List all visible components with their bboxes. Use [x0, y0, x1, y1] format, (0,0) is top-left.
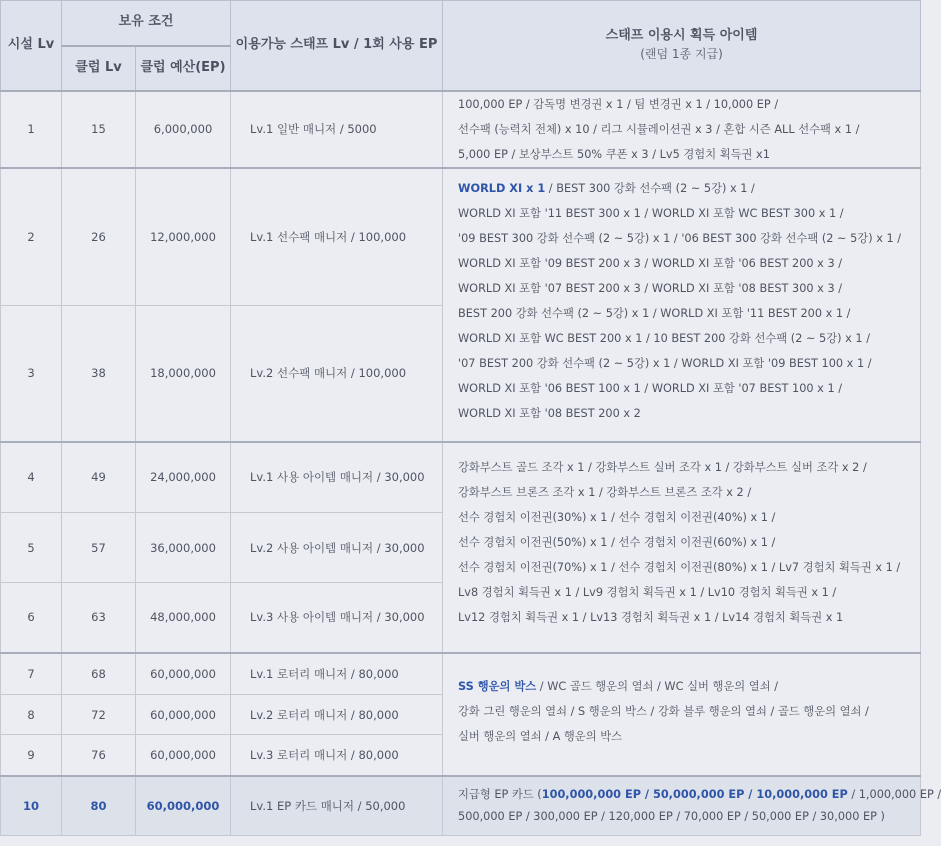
club-lv-cell: 38: [62, 306, 136, 442]
items-cell: [443, 91, 921, 168]
item-highlight: SS 행운의 박스: [458, 679, 537, 693]
facility-lv-cell: 3: [1, 306, 62, 442]
item-line: Lv12 경험치 획득권 x 1 / Lv13 경험치 획득권 x 1 / Lv14 경험치 획득권 x 1: [458, 610, 844, 624]
item-line: 강화 그린 행운의 열쇠 / S 행운의 박스 / 강화 블루 행운의 열쇠 / 골드 행운의 열쇠 /: [458, 704, 869, 718]
header-club-lv: 클럽 Lv: [62, 46, 136, 91]
item-line: 선수팩 (능력치 전체) x 10 / 리그 시뮬레이션권 x 3 / 혼합 시즌 ALL 선수팩 x 1 /: [458, 122, 860, 136]
item-line: BEST 200 강화 선수팩 (2 ~ 5강) x 1 / WORLD XI 포함 '11 BEST 200 x 1 /: [458, 306, 851, 320]
item-line: 100,000 EP / 감독명 변경권 x 1 / 팀 변경권 x 1 / 10,000 EP /: [458, 97, 779, 111]
staff-cell: Lv.1 EP 카드 매니저 / 50,000: [231, 776, 443, 836]
staff-cell: Lv.1 선수팩 매니저 / 100,000: [231, 168, 443, 306]
table-row: [1, 653, 921, 695]
table-row: [1, 91, 921, 168]
club-lv-cell: 26: [62, 168, 136, 306]
budget-cell: 60,000,000: [136, 735, 231, 776]
budget-cell: 36,000,000: [136, 513, 231, 583]
table-row: [1, 168, 921, 306]
staff-cell: Lv.2 선수팩 매니저 / 100,000: [231, 306, 443, 442]
staff-cell: Lv.1 일반 매니저 / 5000: [231, 91, 443, 168]
staff-cell: Lv.1 로터리 매니저 / 80,000: [231, 653, 443, 695]
items-cell: [443, 653, 921, 776]
item-line: 실버 행운의 열쇠 / A 행운의 박스: [458, 729, 623, 743]
item-line: 5,000 EP / 보상부스트 50% 쿠폰 x 3 / Lv5 경험치 획득권 x1: [458, 147, 770, 161]
facility-lv-cell: 7: [1, 653, 62, 695]
facility-lv-cell: 1: [1, 91, 62, 168]
budget-cell: 48,000,000: [136, 583, 231, 653]
table-row: [1, 442, 921, 513]
budget-cell: 60,000,000: [136, 695, 231, 735]
item-line: 지급형 EP 카드 (100,000,000 EP / 50,000,000 EP / 10,000,000 EP / 1,000,000 EP /: [458, 787, 941, 801]
header-items: [443, 1, 921, 91]
item-line: 강화부스트 골드 조각 x 1 / 강화부스트 실버 조각 x 1 / 강화부스트 실버 조각 x 2 /: [458, 460, 867, 474]
club-lv-cell: 15: [62, 91, 136, 168]
staff-cell: Lv.2 로터리 매니저 / 80,000: [231, 695, 443, 735]
club-lv-cell: 57: [62, 513, 136, 583]
facility-lv-cell: 5: [1, 513, 62, 583]
item-line: WORLD XI 포함 '07 BEST 200 x 3 / WORLD XI 포함 '08 BEST 300 x 3 /: [458, 281, 843, 295]
item-line: WORLD XI 포함 '09 BEST 200 x 3 / WORLD XI 포함 '06 BEST 200 x 3 /: [458, 256, 843, 270]
club-lv-cell: 80: [62, 776, 136, 836]
staff-cell: Lv.3 사용 아이템 매니저 / 30,000: [231, 583, 443, 653]
staff-cell: Lv.2 사용 아이템 매니저 / 30,000: [231, 513, 443, 583]
items-cell: [443, 168, 921, 442]
budget-cell: 60,000,000: [136, 653, 231, 695]
item-highlight: WORLD XI x 1: [458, 181, 546, 195]
header-club-budget: 클럽 예산(EP): [136, 46, 231, 91]
item-line: WORLD XI 포함 '06 BEST 100 x 1 / WORLD XI 포함 '07 BEST 100 x 1 /: [458, 381, 843, 395]
item-line: WORLD XI 포함 '08 BEST 200 x 2: [458, 406, 641, 420]
items-cell: [443, 442, 921, 653]
item-line: '09 BEST 300 강화 선수팩 (2 ~ 5강) x 1 / '06 BEST 300 강화 선수팩 (2 ~ 5강) x 1 /: [458, 231, 902, 245]
item-line: 500,000 EP / 300,000 EP / 120,000 EP / 70,000 EP / 50,000 EP / 30,000 EP ): [458, 809, 885, 823]
club-lv-cell: 49: [62, 442, 136, 513]
club-lv-cell: 68: [62, 653, 136, 695]
item-line: WORLD XI 포함 '11 BEST 300 x 1 / WORLD XI 포함 WC BEST 300 x 1 /: [458, 206, 844, 220]
item-line: WORLD XI x 1 / BEST 300 강화 선수팩 (2 ~ 5강) x 1 /: [458, 181, 755, 195]
facility-lv-cell: 9: [1, 735, 62, 776]
item-line: 선수 경험치 이전권(70%) x 1 / 선수 경험치 이전권(80%) x 1 / Lv7 경험치 획득권 x 1 /: [458, 560, 901, 574]
header-staff: 이용가능 스태프 Lv / 1회 사용 EP: [231, 1, 443, 91]
item-line: '07 BEST 200 강화 선수팩 (2 ~ 5강) x 1 / WORLD XI 포함 '09 BEST 100 x 1 /: [458, 356, 872, 370]
item-highlight: 100,000,000 EP / 50,000,000 EP / 10,000,000 EP: [541, 787, 848, 801]
item-line: SS 행운의 박스 / WC 골드 행운의 열쇠 / WC 실버 행운의 열쇠 /: [458, 679, 779, 693]
budget-cell: 60,000,000: [136, 776, 231, 836]
header-items-title: 스태프 이용시 획득 아이템: [605, 28, 758, 44]
facility-lv-cell: 4: [1, 442, 62, 513]
budget-cell: 12,000,000: [136, 168, 231, 306]
club-lv-cell: 72: [62, 695, 136, 735]
facility-lv-cell: 6: [1, 583, 62, 653]
item-line: 강화부스트 브론즈 조각 x 1 / 강화부스트 브론즈 조각 x 2 /: [458, 485, 752, 499]
table-row: [1, 776, 921, 836]
header-ownership: 보유 조건: [62, 1, 231, 46]
item-line: WORLD XI 포함 WC BEST 200 x 1 / 10 BEST 200 강화 선수팩 (2 ~ 5강) x 1 /: [458, 331, 871, 345]
items-cell: [443, 776, 941, 836]
budget-cell: 24,000,000: [136, 442, 231, 513]
item-line: 선수 경험치 이전권(30%) x 1 / 선수 경험치 이전권(40%) x 1 /: [458, 510, 776, 524]
budget-cell: 6,000,000: [136, 91, 231, 168]
header-facility-lv: 시설 Lv: [1, 1, 62, 91]
facility-lv-cell: 2: [1, 168, 62, 306]
item-line: 선수 경험치 이전권(50%) x 1 / 선수 경험치 이전권(60%) x 1 /: [458, 535, 776, 549]
staff-cell: Lv.3 로터리 매니저 / 80,000: [231, 735, 443, 776]
facility-lv-cell: 8: [1, 695, 62, 735]
club-lv-cell: 63: [62, 583, 136, 653]
header-items-sub: (랜덤 1종 지급): [640, 46, 723, 61]
item-line: Lv8 경험치 획득권 x 1 / Lv9 경험치 획득권 x 1 / Lv10 경험치 획득권 x 1 /: [458, 585, 837, 599]
club-lv-cell: 76: [62, 735, 136, 776]
facility-lv-cell: 10: [1, 776, 62, 836]
budget-cell: 18,000,000: [136, 306, 231, 442]
staff-cell: Lv.1 사용 아이템 매니저 / 30,000: [231, 442, 443, 513]
